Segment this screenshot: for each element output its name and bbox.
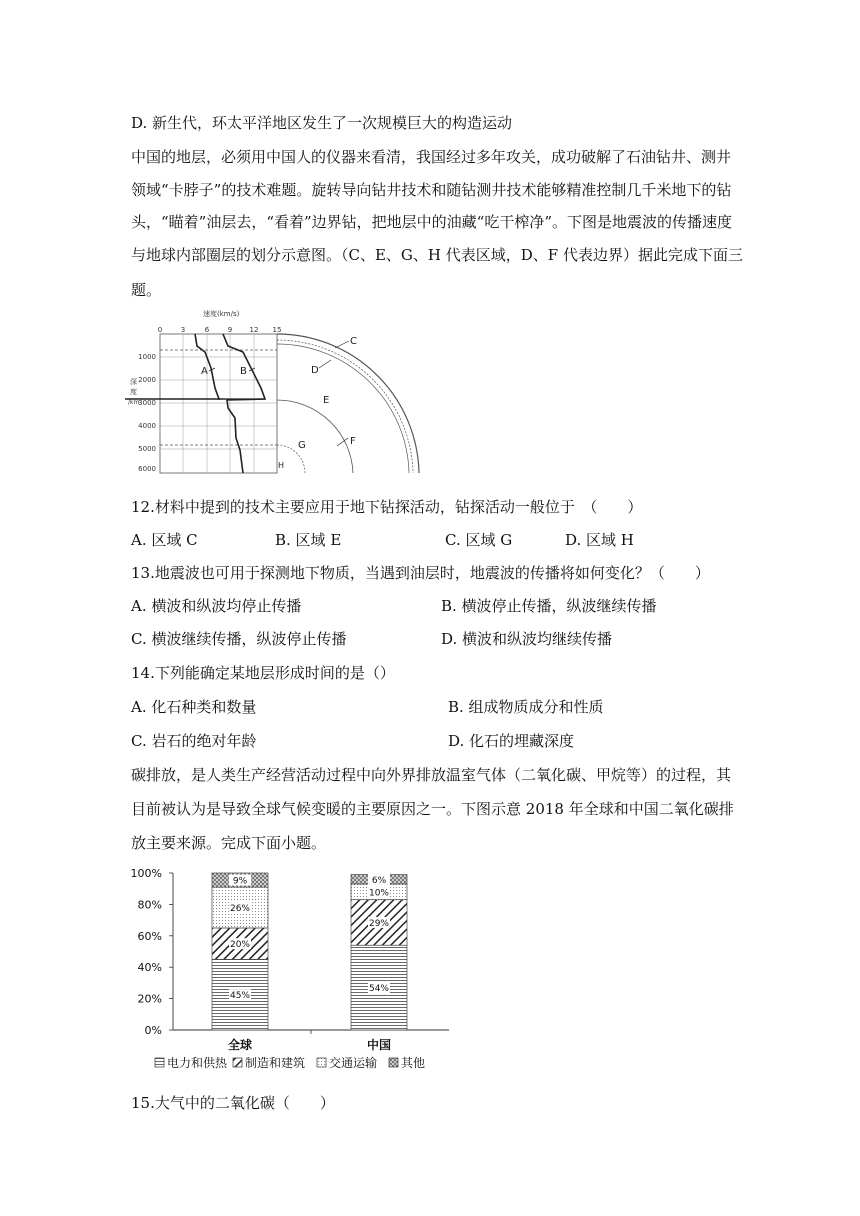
speed-tick: 9 [227, 326, 233, 334]
legend-swatch [155, 1058, 164, 1067]
q14-option-b: B. 组成物质成分和性质 [448, 698, 604, 716]
region-label-g: G [298, 440, 306, 451]
depth-tick: 4000 [138, 422, 156, 430]
q13-option-c: C. 横波继续传播，纵波停止传播 [131, 630, 347, 648]
co2-emission-chart [125, 862, 465, 1084]
question-12-stem: 12.材料中提到的技术主要应用于地下钻探活动，钻探活动一般位于 （ ） [131, 498, 643, 516]
legend-label: 制造和建筑 [245, 1056, 306, 1070]
legend-swatch [317, 1058, 326, 1067]
speed-tick: 6 [204, 326, 210, 334]
passage-2-line: 碳排放，是人类生产经营活动过程中向外界排放温室气体（二氧化碳、甲烷等）的过程，其 [131, 766, 732, 784]
data-label: 29% [368, 918, 390, 929]
question-14-stem: 14.下列能确定某地层形成时间的是（） [131, 664, 395, 682]
q13-option-b: B. 横波停止传播，纵波继续传播 [441, 597, 657, 615]
category-label: 中国 [366, 1038, 392, 1052]
data-label: 26% [229, 904, 251, 915]
region-label-c: C [350, 336, 357, 347]
y-tick-label: 60% [137, 929, 162, 943]
passage-2-line: 目前被认为是导致全球气候变暖的主要原因之一。下图示意 2018 年全球和中国二氧化碳排 [131, 800, 734, 818]
q12-option-b: B. 区域 E [275, 531, 342, 549]
q14-option-a: A. 化石种类和数量 [131, 698, 257, 716]
passage-1-line: 与地球内部圈层的划分示意图。（C、E、G、H 代表区域，D、F 代表边界）据此完成下面三 [131, 246, 743, 264]
legend-label: 交通运输 [329, 1056, 378, 1070]
y-tick-label: 100% [130, 867, 162, 880]
q13-option-a: A. 横波和纵波均停止传播 [131, 597, 302, 615]
region-label-f: F [350, 436, 356, 447]
speed-tick: 12 [249, 326, 259, 334]
depth-axis-title: 度 [130, 388, 137, 396]
data-label: 6% [371, 875, 387, 886]
y-tick-label: 40% [137, 961, 162, 975]
passage-1-line: 题。 [131, 281, 162, 299]
depth-tick: 6000 [138, 465, 156, 473]
speed-tick: 3 [180, 326, 186, 334]
speed-tick: 15 [272, 326, 282, 334]
speed-axis-title: 速度(km/s) [203, 310, 240, 318]
legend-swatch [233, 1058, 242, 1067]
passage-2-line: 放主要来源。完成下面小题。 [131, 834, 327, 852]
legend-swatch [389, 1058, 398, 1067]
depth-axis-title: 深 [130, 378, 137, 386]
q14-option-c: C. 岩石的绝对年龄 [131, 732, 257, 750]
legend-label: 电力和供热 [167, 1056, 228, 1070]
q12-option-d: D. 区域 H [565, 531, 634, 549]
depth-tick: 2000 [138, 376, 156, 384]
category-label: 全球 [227, 1038, 253, 1052]
depth-tick: 1000 [138, 353, 156, 361]
data-label: 45% [229, 991, 251, 1002]
wave-label-a: A [201, 366, 208, 377]
data-label: 54% [368, 984, 390, 995]
data-label: 10% [368, 888, 390, 899]
wave-b-curve [223, 334, 265, 473]
speed-tick: 0 [157, 326, 163, 334]
region-label-h: H [278, 461, 285, 470]
region-label-e: E [323, 395, 330, 406]
seismic-wave-figure [125, 308, 425, 478]
y-tick-label: 20% [137, 992, 162, 1006]
passage-1-line: 头，“瞄着”油层去，“看着”边界钻，把地层中的油藏“吃干榨净”。下图是地震波的传播速度 [131, 213, 733, 231]
q14-option-d: D. 化石的埋藏深度 [448, 732, 575, 750]
data-label: 9% [232, 876, 248, 887]
question-15-stem: 15.大气中的二氧化碳（ ） [131, 1094, 335, 1112]
depth-tick: 3000 [138, 399, 156, 407]
prev-option-d: D. 新生代，环太平洋地区发生了一次规模巨大的构造运动 [131, 114, 513, 132]
q13-option-d: D. 横波和纵波均继续传播 [441, 630, 613, 648]
passage-1-line: 中国的地层，必须用中国人的仪器来看清，我国经过多年攻关，成功破解了石油钻井、测井 [131, 148, 732, 166]
y-tick-label: 80% [137, 898, 162, 912]
legend-label: 其他 [401, 1056, 426, 1070]
wave-label-b: B [240, 366, 247, 377]
y-tick-label: 0% [144, 1024, 162, 1037]
data-label: 20% [229, 940, 251, 951]
depth-tick: 5000 [138, 445, 156, 453]
depth-axis-title: /km [128, 399, 140, 406]
question-13-stem: 13.地震波也可用于探测地下物质，当遇到油层时，地震波的传播将如何变化？（ ） [131, 564, 710, 582]
q12-option-c: C. 区域 G [445, 531, 513, 549]
region-label-d: D [311, 365, 319, 376]
passage-1-line: 领域“卡脖子”的技术难题。旋转导向钻井技术和随钻测井技术能够精准控制几千米地下的钻 [131, 181, 732, 199]
q12-option-a: A. 区域 C [131, 531, 198, 549]
